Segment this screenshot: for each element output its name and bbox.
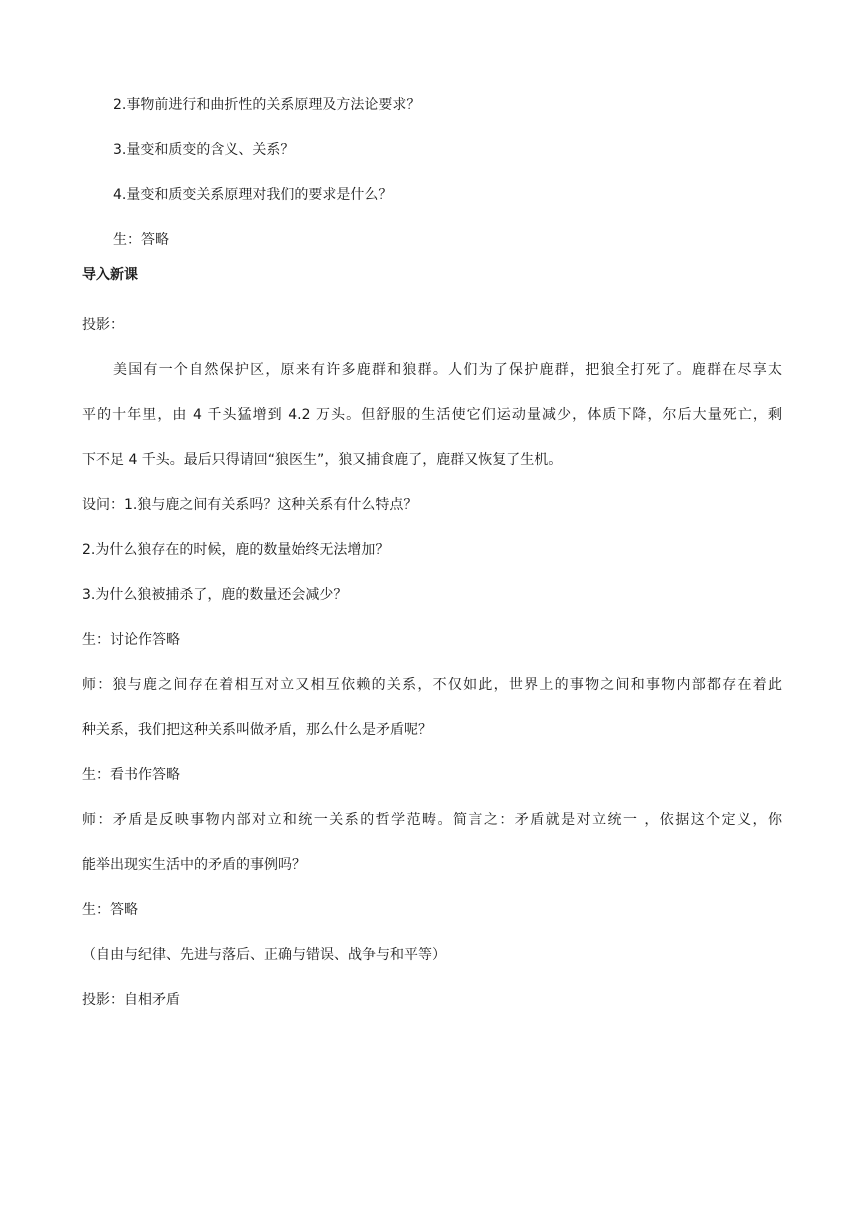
teacher-definition-line-1: 师：矛盾是反映事物内部对立和统一关系的哲学范畴。简言之：矛盾就是对立统一 ，依据这个定义，你	[82, 812, 782, 828]
review-question-4: 4.量变和质变关系原理对我们的要求是什么？	[113, 187, 393, 203]
story-paragraph-line-2: 平的十年里，由 4 千头猛增到 4.2 万头。但舒服的生活使它们运动量减少，体质下降，尔后大量死亡，剩	[82, 407, 782, 423]
teacher-statement-line-2: 种关系，我们把这种关系叫做矛盾，那么什么是矛盾呢？	[82, 722, 432, 738]
student-answer-1: 生：答略	[113, 232, 169, 248]
review-question-2: 2.事物前进行和曲折性的关系原理及方法论要求？	[113, 97, 421, 113]
question-1: 设问：1.狼与鹿之间有关系吗？这种关系有什么特点？	[82, 497, 418, 513]
question-2: 2.为什么狼存在的时候，鹿的数量始终无法增加？	[82, 542, 390, 558]
projection-self-contradiction: 投影：自相矛盾	[82, 992, 180, 1008]
teacher-statement-line-1: 师：狼与鹿之间存在着相互对立又相互依赖的关系，不仅如此，世界上的事物之间和事物内部都存在着此	[82, 677, 782, 693]
section-heading-new-lesson: 导入新课	[82, 267, 138, 283]
student-answer-2: 生：答略	[82, 902, 138, 918]
examples-note: （自由与纪律、先进与落后、正确与错误、战争与和平等）	[82, 947, 446, 963]
projection-label: 投影：	[82, 317, 124, 333]
student-discussion: 生：讨论作答略	[82, 632, 180, 648]
student-reading-answer: 生：看书作答略	[82, 767, 180, 783]
question-3: 3.为什么狼被捕杀了，鹿的数量还会减少？	[82, 587, 348, 603]
review-question-3: 3.量变和质变的含义、关系？	[113, 142, 295, 158]
teacher-definition-line-2: 能举出现实生活中的矛盾的事例吗？	[82, 857, 306, 873]
story-paragraph-line-3: 下不足 4 千头。最后只得请回“狼医生”，狼又捕食鹿了，鹿群又恢复了生机。	[82, 452, 563, 468]
story-paragraph-line-1: 美国有一个自然保护区，原来有许多鹿群和狼群。人们为了保护鹿群，把狼全打死了。鹿群在尽享太	[113, 362, 782, 378]
